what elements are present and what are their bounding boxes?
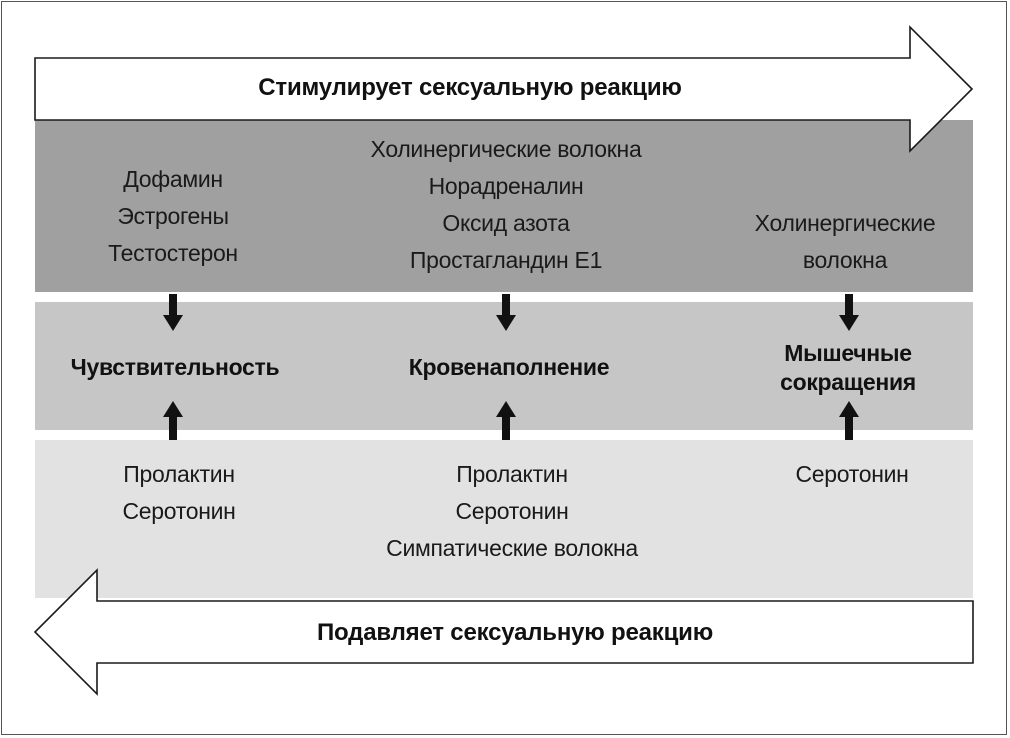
stimulator-item: Эстрогены bbox=[117, 203, 229, 229]
suppressors-column-2 bbox=[386, 456, 638, 567]
suppressor-item: Серотонин bbox=[795, 461, 909, 487]
stimulators-column-2 bbox=[371, 131, 642, 279]
up-arrow-3 bbox=[839, 401, 859, 440]
stimulate-label: Стимулирует сексуальную реакцию bbox=[258, 74, 682, 101]
stimulator-item: Тестостерон bbox=[108, 240, 238, 266]
response-text: Кровенаполнение bbox=[408, 354, 610, 380]
suppressors-column-1 bbox=[122, 456, 235, 530]
stimulator-item: Холинергические волокна bbox=[370, 136, 642, 162]
suppressors-column-3 bbox=[795, 456, 908, 493]
stimulator-item: Оксид азота bbox=[442, 210, 570, 236]
down-arrow-1 bbox=[163, 294, 183, 331]
up-arrow-2 bbox=[496, 401, 516, 440]
stimulator-item: Холинергические bbox=[754, 210, 936, 236]
response-text: Мышечные bbox=[784, 340, 912, 366]
down-arrow-3 bbox=[839, 294, 859, 331]
response-label-1 bbox=[71, 353, 280, 382]
response-label-3 bbox=[780, 339, 916, 397]
stimulators-column-3 bbox=[755, 205, 936, 279]
stimulator-item: Дофамин bbox=[123, 166, 223, 192]
stimulator-item: Норадреналин bbox=[428, 173, 584, 199]
down-arrow-2 bbox=[496, 294, 516, 331]
suppressor-item: Пролактин bbox=[456, 461, 568, 487]
up-arrow-1 bbox=[163, 401, 183, 440]
stimulator-item: волокна bbox=[802, 247, 888, 273]
response-text: сокращения bbox=[780, 369, 916, 395]
suppress-label: Подавляет сексуальную реакцию bbox=[316, 619, 713, 646]
response-label-2 bbox=[409, 353, 609, 382]
suppressor-item: Симпатические волокна bbox=[386, 535, 638, 561]
suppressor-item: Пролактин bbox=[123, 461, 235, 487]
stimulator-item: Простагландин Е1 bbox=[409, 247, 603, 273]
stimulators-column-1 bbox=[108, 161, 238, 272]
suppressor-item: Серотонин bbox=[122, 498, 236, 524]
suppressor-item: Серотонин bbox=[455, 498, 569, 524]
response-text: Чувствительность bbox=[70, 354, 280, 380]
